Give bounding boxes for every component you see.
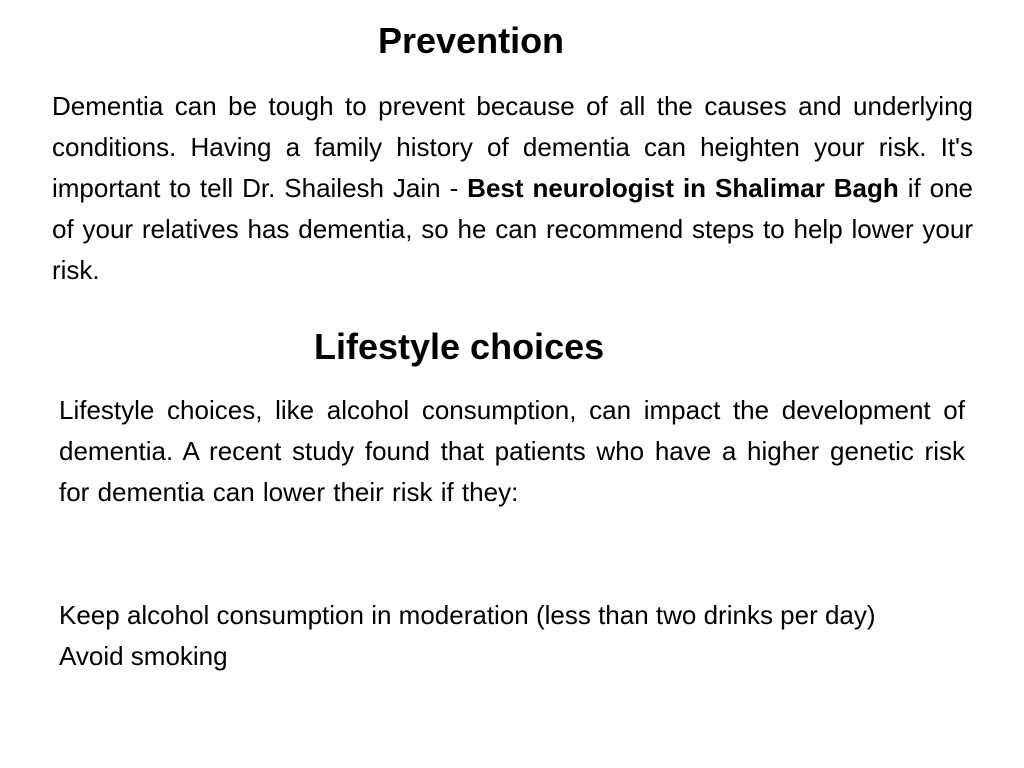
prevention-text-before: Dementia can be tough to prevent because of all the causes and underlying conditions. Having a family history of dementia can heighten your risk. It's important to tell Dr. Shailesh Jain - [52, 91, 973, 203]
lifestyle-paragraph: Lifestyle choices, like alcohol consumption, can impact the development of dementia. A recent study found that patients who have a higher genetic risk for dementia can lower their risk if they: [59, 395, 965, 507]
lifestyle-heading: Lifestyle choices [314, 326, 605, 367]
neurologist-bold-text: Best neurologist in Shalimar Bagh [467, 173, 899, 203]
list-item: Keep alcohol consumption in moderation (less than two drinks per day) [59, 600, 876, 630]
lifestyle-steps-list [59, 595, 965, 677]
prevention-text-after: if one of your relatives has dementia, so he can recommend steps to help lower your risk. [52, 173, 974, 285]
prevention-heading: Prevention [378, 20, 565, 61]
list-item: Avoid smoking [59, 641, 228, 671]
prevention-paragraph [52, 86, 973, 291]
